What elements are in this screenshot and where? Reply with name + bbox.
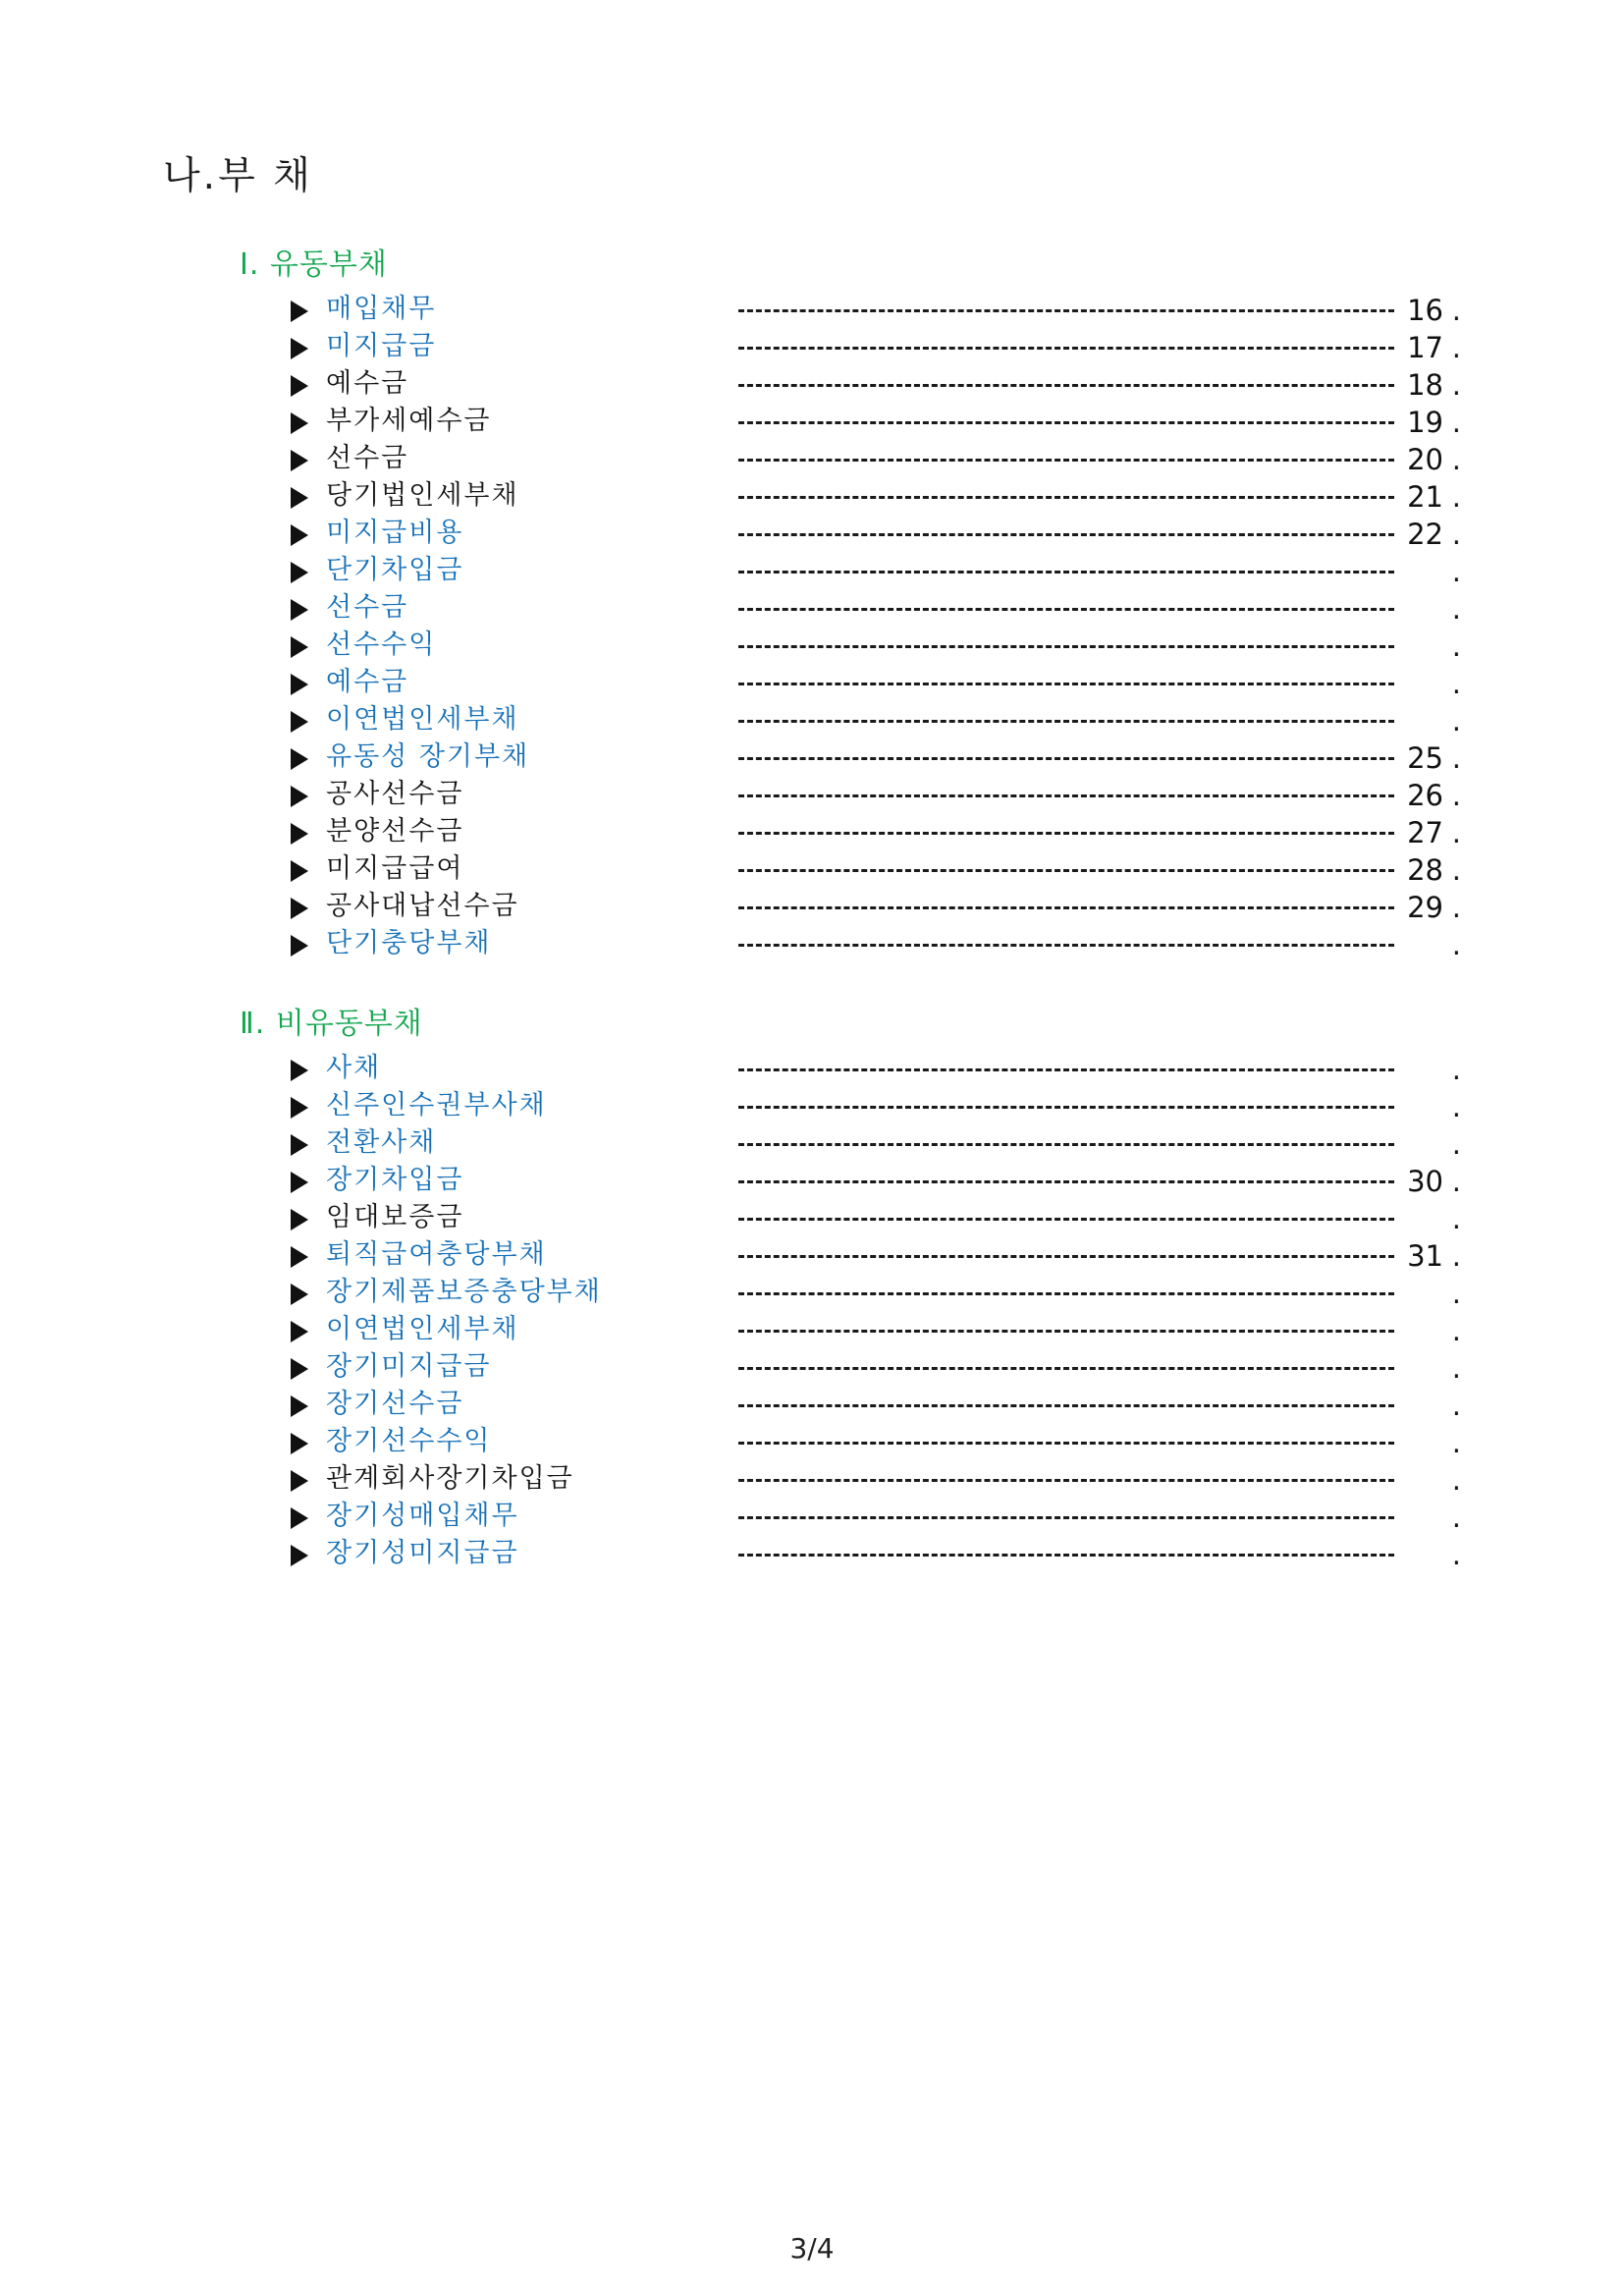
page-number-dot: . bbox=[1451, 555, 1461, 588]
toc-entry[interactable] bbox=[0, 515, 1624, 552]
toc-entry[interactable] bbox=[0, 589, 1624, 627]
toc-entry-label: 분양선수금 bbox=[326, 816, 464, 847]
toc-page-number bbox=[1407, 328, 1461, 367]
triangle-bullet-icon bbox=[291, 1321, 308, 1342]
dotted-leader bbox=[738, 794, 1394, 797]
triangle-bullet-icon bbox=[291, 1246, 308, 1268]
dotted-leader bbox=[738, 1068, 1394, 1071]
dotted-leader bbox=[738, 757, 1394, 760]
toc-entry-label: 부가세예수금 bbox=[326, 406, 492, 436]
page-number-value: 19 bbox=[1407, 406, 1443, 439]
toc-entry[interactable] bbox=[0, 403, 1624, 440]
triangle-bullet-icon bbox=[291, 1395, 308, 1417]
toc-entry-label: 미지급급여 bbox=[326, 853, 464, 884]
dotted-leader bbox=[738, 1143, 1394, 1146]
toc-page-number bbox=[1443, 1460, 1461, 1500]
page-number-dot: . bbox=[1451, 1127, 1461, 1161]
triangle-bullet-icon bbox=[291, 786, 308, 807]
page-number-value: 30 bbox=[1407, 1165, 1443, 1198]
toc-page-number bbox=[1443, 1124, 1461, 1164]
dotted-leader bbox=[738, 347, 1394, 350]
page-number-dot: . bbox=[1451, 1463, 1461, 1497]
triangle-bullet-icon bbox=[291, 1209, 308, 1230]
toc-entry-label[interactable]: 장기미지급금 bbox=[326, 1351, 492, 1382]
toc-entry-label[interactable]: 예수금 bbox=[326, 667, 409, 697]
page-number-dot: . bbox=[1451, 779, 1461, 812]
toc-entry-label[interactable]: 신주인수권부사채 bbox=[326, 1090, 547, 1121]
toc-page-number bbox=[1443, 1087, 1461, 1126]
toc-page-number bbox=[1407, 813, 1461, 852]
dotted-leader bbox=[738, 571, 1394, 574]
page-number-dot: . bbox=[1451, 1314, 1461, 1347]
page-number-dot: . bbox=[1451, 629, 1461, 663]
page-number-dot: . bbox=[1451, 518, 1461, 551]
triangle-bullet-icon bbox=[291, 1545, 308, 1566]
toc-page-number bbox=[1443, 552, 1461, 591]
triangle-bullet-icon bbox=[291, 674, 308, 695]
page-number-dot: . bbox=[1451, 1090, 1461, 1123]
dotted-leader bbox=[738, 1180, 1394, 1183]
page-number-dot: . bbox=[1451, 1501, 1461, 1534]
dotted-leader bbox=[738, 1516, 1394, 1519]
page-footer: 3/4 bbox=[789, 2232, 835, 2265]
toc-page-number bbox=[1407, 403, 1461, 442]
toc-entry[interactable] bbox=[0, 365, 1624, 403]
toc-entry[interactable] bbox=[0, 1348, 1624, 1386]
toc-entry-label: 예수금 bbox=[326, 368, 409, 399]
triangle-bullet-icon bbox=[291, 823, 308, 845]
toc-entry[interactable] bbox=[0, 1460, 1624, 1498]
toc-entry[interactable] bbox=[0, 291, 1624, 328]
toc-entry-label: 관계회사장기차입금 bbox=[326, 1463, 574, 1494]
triangle-bullet-icon bbox=[291, 860, 308, 882]
toc-entry-label[interactable]: 장기성미지급금 bbox=[326, 1538, 519, 1568]
page-number-dot: . bbox=[1451, 928, 1461, 961]
toc-entry[interactable] bbox=[0, 925, 1624, 962]
page-number-dot: . bbox=[1451, 480, 1461, 514]
dotted-leader bbox=[738, 720, 1394, 723]
dotted-leader bbox=[738, 645, 1394, 648]
dotted-leader bbox=[738, 944, 1394, 947]
toc-page-number bbox=[1443, 925, 1461, 964]
dotted-leader bbox=[738, 1367, 1394, 1370]
toc-entry[interactable] bbox=[0, 477, 1624, 515]
toc-entry-label: 임대보증금 bbox=[326, 1202, 464, 1232]
toc-page-number bbox=[1407, 515, 1461, 554]
toc-page-number bbox=[1443, 627, 1461, 666]
page-number-value: 20 bbox=[1407, 443, 1443, 476]
dotted-leader bbox=[738, 1554, 1394, 1557]
toc-entry-label[interactable]: 장기차입금 bbox=[326, 1165, 464, 1195]
toc-page-number bbox=[1443, 701, 1461, 740]
toc-entry-label[interactable]: 퇴직급여충당부채 bbox=[326, 1239, 547, 1270]
toc-page-number bbox=[1407, 1236, 1461, 1276]
toc-entry[interactable] bbox=[0, 1535, 1624, 1572]
dotted-leader bbox=[738, 1442, 1394, 1445]
dotted-leader bbox=[738, 496, 1394, 499]
triangle-bullet-icon bbox=[291, 487, 308, 509]
page-number-dot: . bbox=[1451, 1426, 1461, 1459]
triangle-bullet-icon bbox=[291, 1134, 308, 1156]
toc-page-number bbox=[1443, 1386, 1461, 1425]
toc-page-number bbox=[1443, 1348, 1461, 1388]
dotted-leader bbox=[738, 459, 1394, 462]
toc-entry-label: 당기법인세부채 bbox=[326, 480, 519, 511]
dotted-leader bbox=[738, 1404, 1394, 1407]
dotted-leader bbox=[738, 1292, 1394, 1295]
triangle-bullet-icon bbox=[291, 935, 308, 957]
dotted-leader bbox=[738, 1106, 1394, 1109]
page-number-value: 26 bbox=[1407, 779, 1443, 812]
toc-entry[interactable] bbox=[0, 1311, 1624, 1348]
toc-entry-label[interactable]: 단기차입금 bbox=[326, 555, 464, 585]
dotted-leader bbox=[738, 1218, 1394, 1221]
page-number-dot: . bbox=[1451, 891, 1461, 924]
toc-entry[interactable] bbox=[0, 1124, 1624, 1162]
page-number-value: 27 bbox=[1407, 816, 1443, 849]
triangle-bullet-icon bbox=[291, 524, 308, 546]
dotted-leader bbox=[738, 869, 1394, 872]
triangle-bullet-icon bbox=[291, 599, 308, 621]
toc-entry-label[interactable]: 단기충당부채 bbox=[326, 928, 492, 958]
toc-entry[interactable] bbox=[0, 552, 1624, 589]
toc-page-number bbox=[1407, 738, 1461, 778]
section-heading: Ⅰ. 유동부채 bbox=[240, 247, 388, 282]
dotted-leader bbox=[738, 533, 1394, 536]
dotted-leader bbox=[738, 1330, 1394, 1333]
toc-entry[interactable] bbox=[0, 1423, 1624, 1460]
toc-page-number bbox=[1443, 589, 1461, 629]
page-number-dot: . bbox=[1451, 853, 1461, 887]
toc-entry[interactable] bbox=[0, 664, 1624, 701]
page-number-dot: . bbox=[1451, 816, 1461, 849]
toc-page-number bbox=[1443, 1199, 1461, 1238]
toc-entry-label[interactable]: 전환사채 bbox=[326, 1127, 437, 1158]
triangle-bullet-icon bbox=[291, 1470, 308, 1492]
toc-entry-label[interactable]: 사채 bbox=[326, 1053, 382, 1083]
toc-entry-label[interactable]: 미지급금 bbox=[326, 331, 437, 361]
triangle-bullet-icon bbox=[291, 1507, 308, 1529]
dotted-leader bbox=[738, 1255, 1394, 1258]
triangle-bullet-icon bbox=[291, 375, 308, 397]
toc-page-number bbox=[1443, 1050, 1461, 1089]
triangle-bullet-icon bbox=[291, 338, 308, 359]
toc-page-number bbox=[1407, 477, 1461, 517]
toc-entry[interactable] bbox=[0, 1236, 1624, 1274]
toc-entry-label: 선수금 bbox=[326, 443, 409, 473]
toc-entry[interactable] bbox=[0, 1050, 1624, 1087]
triangle-bullet-icon bbox=[291, 898, 308, 919]
toc-page-number bbox=[1443, 1535, 1461, 1574]
triangle-bullet-icon bbox=[291, 1097, 308, 1119]
toc-entry-label[interactable]: 유동성 장기부채 bbox=[326, 741, 530, 772]
dotted-leader bbox=[738, 384, 1394, 387]
page-number-dot: . bbox=[1451, 1165, 1461, 1198]
triangle-bullet-icon bbox=[291, 301, 308, 322]
page-number-dot: . bbox=[1451, 1239, 1461, 1273]
triangle-bullet-icon bbox=[291, 412, 308, 434]
page-number-value: 16 bbox=[1407, 294, 1443, 327]
page-number-dot: . bbox=[1451, 1538, 1461, 1571]
page-number-dot: . bbox=[1451, 1202, 1461, 1235]
page-number-dot: . bbox=[1451, 368, 1461, 402]
section-heading: Ⅱ. 비유동부채 bbox=[240, 1007, 423, 1041]
toc-page-number bbox=[1407, 291, 1461, 330]
triangle-bullet-icon bbox=[291, 1433, 308, 1454]
page-number-dot: . bbox=[1451, 592, 1461, 626]
toc-entry-label[interactable]: 선수금 bbox=[326, 592, 409, 623]
toc-entry-label[interactable]: 매입채무 bbox=[326, 294, 437, 324]
toc-page-number bbox=[1407, 440, 1461, 479]
triangle-bullet-icon bbox=[291, 450, 308, 471]
toc-page-number bbox=[1443, 664, 1461, 703]
toc-entry[interactable] bbox=[0, 738, 1624, 776]
toc-page-number bbox=[1443, 1423, 1461, 1462]
dotted-leader bbox=[738, 421, 1394, 424]
triangle-bullet-icon bbox=[291, 748, 308, 770]
page-number-value: 28 bbox=[1407, 853, 1443, 887]
toc-entry[interactable] bbox=[0, 627, 1624, 664]
toc-entry[interactable] bbox=[0, 1274, 1624, 1311]
toc-entry[interactable] bbox=[0, 1162, 1624, 1199]
toc-entry-label[interactable]: 장기성매입채무 bbox=[326, 1501, 519, 1531]
dotted-leader bbox=[738, 906, 1394, 909]
page-number-value: 25 bbox=[1407, 741, 1443, 775]
page-number-dot: . bbox=[1451, 443, 1461, 476]
dotted-leader bbox=[738, 309, 1394, 312]
triangle-bullet-icon bbox=[291, 1060, 308, 1081]
toc-entry-label[interactable]: 이연법인세부채 bbox=[326, 704, 519, 735]
toc-entry[interactable] bbox=[0, 1498, 1624, 1535]
toc-entry-label[interactable]: 장기제품보증충당부채 bbox=[326, 1277, 602, 1307]
toc-page-number bbox=[1407, 1162, 1461, 1201]
toc-entry[interactable] bbox=[0, 701, 1624, 738]
page-number-dot: . bbox=[1451, 1053, 1461, 1086]
page-number-value: 29 bbox=[1407, 891, 1443, 924]
page-number-dot: . bbox=[1451, 331, 1461, 364]
page-number-dot: . bbox=[1451, 406, 1461, 439]
page-number-value: 21 bbox=[1407, 480, 1443, 514]
triangle-bullet-icon bbox=[291, 1358, 308, 1380]
toc-entry[interactable] bbox=[0, 440, 1624, 477]
toc-entry[interactable] bbox=[0, 328, 1624, 365]
toc-page-number bbox=[1407, 776, 1461, 815]
toc-page-number bbox=[1443, 1311, 1461, 1350]
toc-entry-label[interactable]: 미지급비용 bbox=[326, 518, 464, 548]
triangle-bullet-icon bbox=[291, 1284, 308, 1305]
toc-page-number bbox=[1407, 365, 1461, 405]
page-number-dot: . bbox=[1451, 1277, 1461, 1310]
page-number-value: 31 bbox=[1407, 1239, 1443, 1273]
toc-page-number bbox=[1443, 1498, 1461, 1537]
page-number-value: 17 bbox=[1407, 331, 1443, 364]
triangle-bullet-icon bbox=[291, 711, 308, 733]
triangle-bullet-icon bbox=[291, 636, 308, 658]
page-number-value: 18 bbox=[1407, 368, 1443, 402]
toc-entry[interactable] bbox=[0, 813, 1624, 850]
page-number-dot: . bbox=[1451, 294, 1461, 327]
page-number-value: 22 bbox=[1407, 518, 1443, 551]
toc-page-number bbox=[1407, 850, 1461, 890]
page-number-dot: . bbox=[1451, 704, 1461, 738]
toc-entry-label[interactable]: 장기선수금 bbox=[326, 1389, 464, 1419]
toc-entry[interactable] bbox=[0, 850, 1624, 888]
toc-entry[interactable] bbox=[0, 1386, 1624, 1423]
triangle-bullet-icon bbox=[291, 562, 308, 583]
toc-entry-label[interactable]: 장기선수수익 bbox=[326, 1426, 492, 1456]
toc-entry[interactable] bbox=[0, 888, 1624, 925]
toc-entry-label: 공사선수금 bbox=[326, 779, 464, 809]
toc-entry[interactable] bbox=[0, 776, 1624, 813]
page-number-dot: . bbox=[1451, 1351, 1461, 1385]
toc-page-number bbox=[1443, 1274, 1461, 1313]
toc-entry-label[interactable]: 선수수익 bbox=[326, 629, 437, 660]
toc-page-number bbox=[1407, 888, 1461, 927]
dotted-leader bbox=[738, 832, 1394, 835]
dotted-leader bbox=[738, 608, 1394, 611]
dotted-leader bbox=[738, 1479, 1394, 1482]
toc-entry-label[interactable]: 이연법인세부채 bbox=[326, 1314, 519, 1344]
toc-entry-label: 공사대납선수금 bbox=[326, 891, 519, 921]
triangle-bullet-icon bbox=[291, 1172, 308, 1193]
page-title: 나.부 채 bbox=[163, 154, 313, 198]
page-number-dot: . bbox=[1451, 667, 1461, 700]
page-number-dot: . bbox=[1451, 1389, 1461, 1422]
toc-entry[interactable] bbox=[0, 1199, 1624, 1236]
page-number-dot: . bbox=[1451, 741, 1461, 775]
toc-entry[interactable] bbox=[0, 1087, 1624, 1124]
dotted-leader bbox=[738, 683, 1394, 685]
